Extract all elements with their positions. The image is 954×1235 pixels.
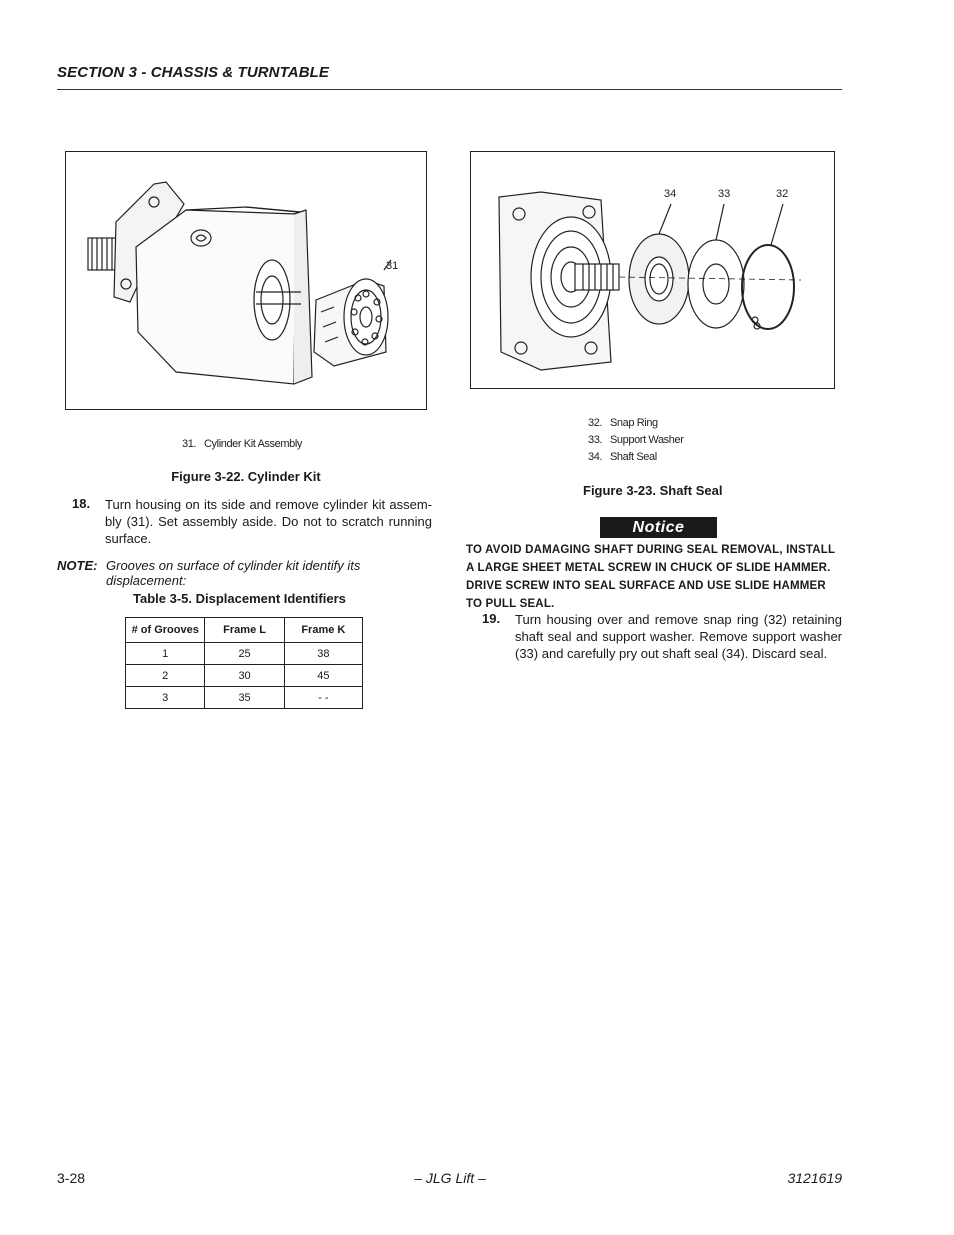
notice-text: TO AVOID DAMAGING SHAFT DURING SEAL REMOVAL, INSTALL A LARGE SHEET METAL SCREW IN CHUCK OF SLIDE HAMMER. DRIVE SCREW INTO SEAL SURFACE AND USE SLIDE HAMMER TO PULL SEAL. <box>466 544 836 610</box>
note-label: NOTE: <box>57 558 98 573</box>
step-19-text: Turn housing over and remove snap ring (32) retaining shaft seal and support washer. Remove support washer (33) and carefully pry out shaft seal (34). Discard seal. <box>515 612 842 661</box>
legend-label: Cylinder Kit Assembly <box>204 438 302 450</box>
callout-32: 32 <box>776 188 789 200</box>
table-cell: 2 <box>126 665 205 687</box>
table-cell: 1 <box>126 643 205 665</box>
footer-center: – JLG Lift – <box>414 1170 486 1186</box>
legend-label: Support Washer <box>610 434 684 446</box>
figure-shaft-seal <box>470 151 835 389</box>
table-row <box>126 665 363 687</box>
step-18-number: 18. <box>72 496 91 511</box>
table-row <box>126 687 363 709</box>
cylinder-kit-illustration <box>66 152 426 409</box>
legend-number: 32. <box>588 417 603 429</box>
callout-34: 34 <box>664 188 677 200</box>
section-title: SECTION 3 - CHASSIS & TURNTABLE <box>57 64 330 81</box>
figure-23-caption: Figure 3-23. Shaft Seal <box>583 483 723 498</box>
legend-label: Shaft Seal <box>610 451 657 463</box>
table-cell: 45 <box>284 665 362 687</box>
legend-number: 34. <box>588 451 603 463</box>
document-number: 3121619 <box>787 1170 842 1186</box>
table-row <box>126 643 363 665</box>
note-text: Grooves on surface of cylinder kit identify its displacement: <box>106 558 361 588</box>
callout-31: 31 <box>386 260 399 272</box>
legend-number: 31. <box>182 438 197 450</box>
table-caption: Table 3-5. Displacement Identifiers <box>133 591 346 606</box>
step-18-text: Turn housing on its side and remove cylinder kit assem-bly (31). Set assembly aside. Do not to scratch running surface. <box>105 497 432 546</box>
legend-number: 33. <box>588 434 603 446</box>
table-header: Frame K <box>284 618 362 643</box>
table-cell: 38 <box>284 643 362 665</box>
table-cell: 3 <box>126 687 205 709</box>
table-header: # of Grooves <box>126 618 205 643</box>
table-cell: 25 <box>205 643 284 665</box>
figure-cylinder-kit <box>65 151 427 410</box>
displacement-table <box>125 617 363 709</box>
table-header-row <box>126 618 363 643</box>
table-header: Frame L <box>205 618 284 643</box>
figure-23-legend-item <box>588 417 658 429</box>
figure-22-legend-item <box>182 438 302 450</box>
legend-label: Snap Ring <box>610 417 658 429</box>
step-19-number: 19. <box>482 611 501 626</box>
page-number: 3-28 <box>57 1170 86 1186</box>
table-cell: 35 <box>205 687 284 709</box>
header-rule <box>57 89 842 90</box>
figure-23-legend-item <box>588 434 683 446</box>
table-cell: 30 <box>205 665 284 687</box>
callout-33: 33 <box>718 188 731 200</box>
table-cell: - - <box>284 687 362 709</box>
notice-badge: Notice <box>600 517 717 538</box>
figure-23-legend-item <box>588 451 657 463</box>
figure-22-caption: Figure 3-22. Cylinder Kit <box>171 469 321 484</box>
